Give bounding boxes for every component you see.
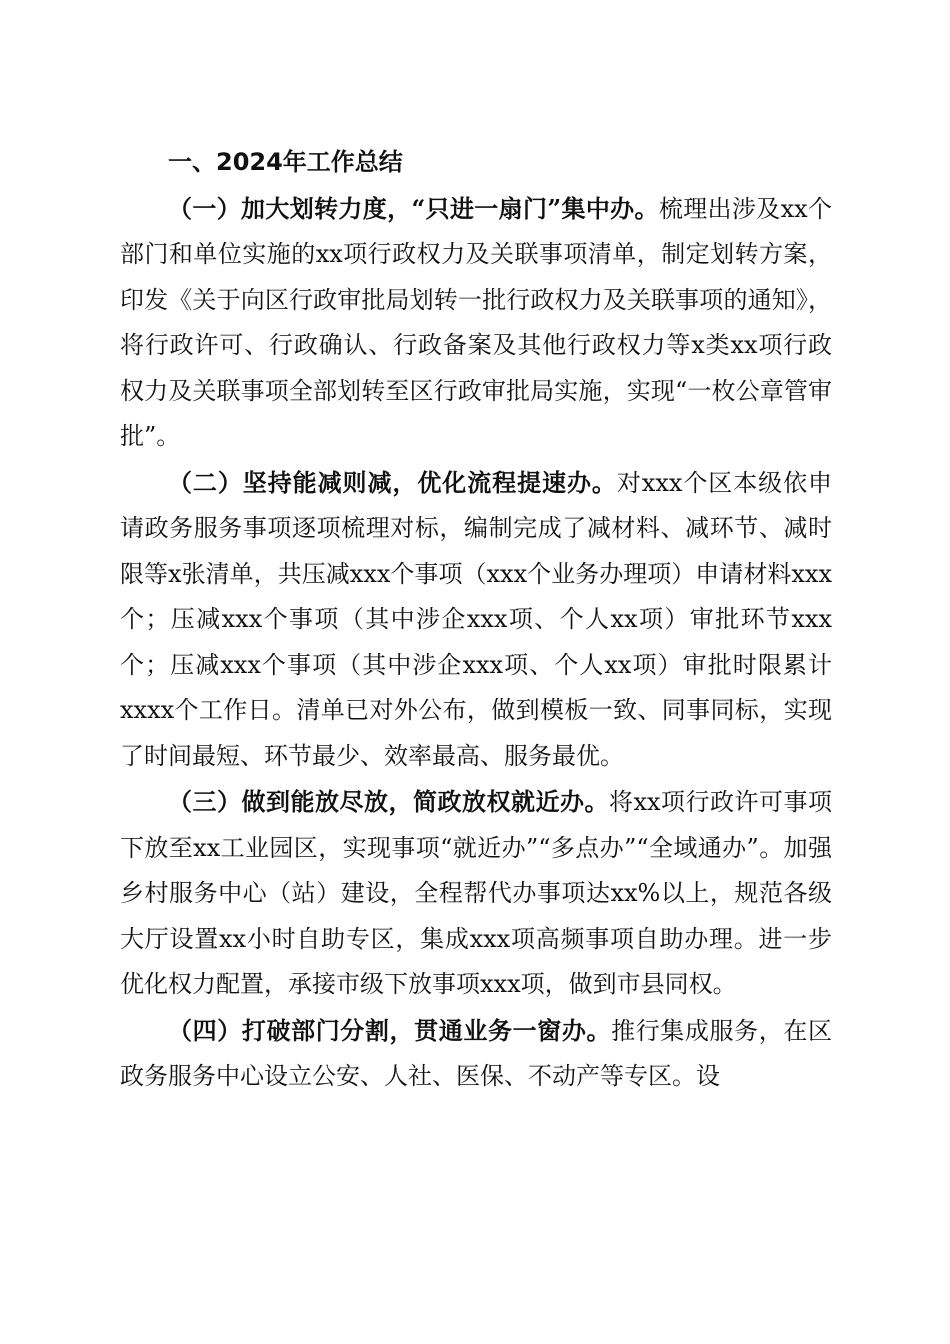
paragraph-4-lead: （四）打破部门分割，贯通业务一窗办。 bbox=[168, 1015, 612, 1045]
document-body bbox=[120, 140, 832, 1100]
paragraph-3-lead: （三）做到能放尽放，简政放权就近办。 bbox=[168, 787, 609, 816]
paragraph-2 bbox=[120, 460, 832, 780]
paragraph-1-body: 梳理出涉及xx个部门和单位实施的xx项行政权力及关联事项清单，制定划转方案，印发《关于向区行政审批局划转一批行政权力及关联事项的通知》，将行政许可、行政确认、行政备案及其他行政权力等x类xx项行政权力及关联事项全部划转至区行政审批局实施，实现“一枚公章管审批”。 bbox=[120, 194, 832, 450]
paragraph-1 bbox=[120, 186, 832, 460]
paragraph-2-body: 对xxx个区本级依申请政务服务事项逐项梳理对标，编制完成了减材料、减环节、减时限等x张清单，共压减xxx个事项（xxx个业务办理项）申请材料xxx个；压减xxx个事项（其中涉企xxx项、个人xx项）审批环节xxx个；压减xxx个事项（其中涉企xxx项、个人xx项）审批时限累计xxxx个工作日。清单已对外公布，做到模板一致、同事同标，实现了时间最短、环节最少、效率最高、服务最优。 bbox=[120, 468, 832, 770]
paragraph-1-lead: （一）加大划转力度，“只进一扇门”集中办。 bbox=[168, 193, 659, 223]
paragraph-4 bbox=[120, 1008, 832, 1100]
paragraph-2-lead: （二）坚持能减则减，优化流程提速办。 bbox=[168, 467, 617, 497]
paragraph-3 bbox=[120, 779, 832, 1008]
paragraph-4-body: 推行集成服务，在区政务服务中心设立公安、人社、医保、不动产等专区。设 bbox=[120, 1016, 833, 1090]
section-heading: 一、2024年工作总结 bbox=[168, 148, 403, 176]
paragraph-3-body: 将xx项行政许可事项下放至xx工业园区，实现事项“就近办”“多点办”“全域通办”。加强乡村服务中心（站）建设，全程帮代办事项达xx%以上，规范各级大厅设置xx小时自助专区，集成xxx项高频事项自助办理。进一步优化权力配置，承接市级下放事项xxx项，做到市县同权。 bbox=[120, 788, 832, 998]
